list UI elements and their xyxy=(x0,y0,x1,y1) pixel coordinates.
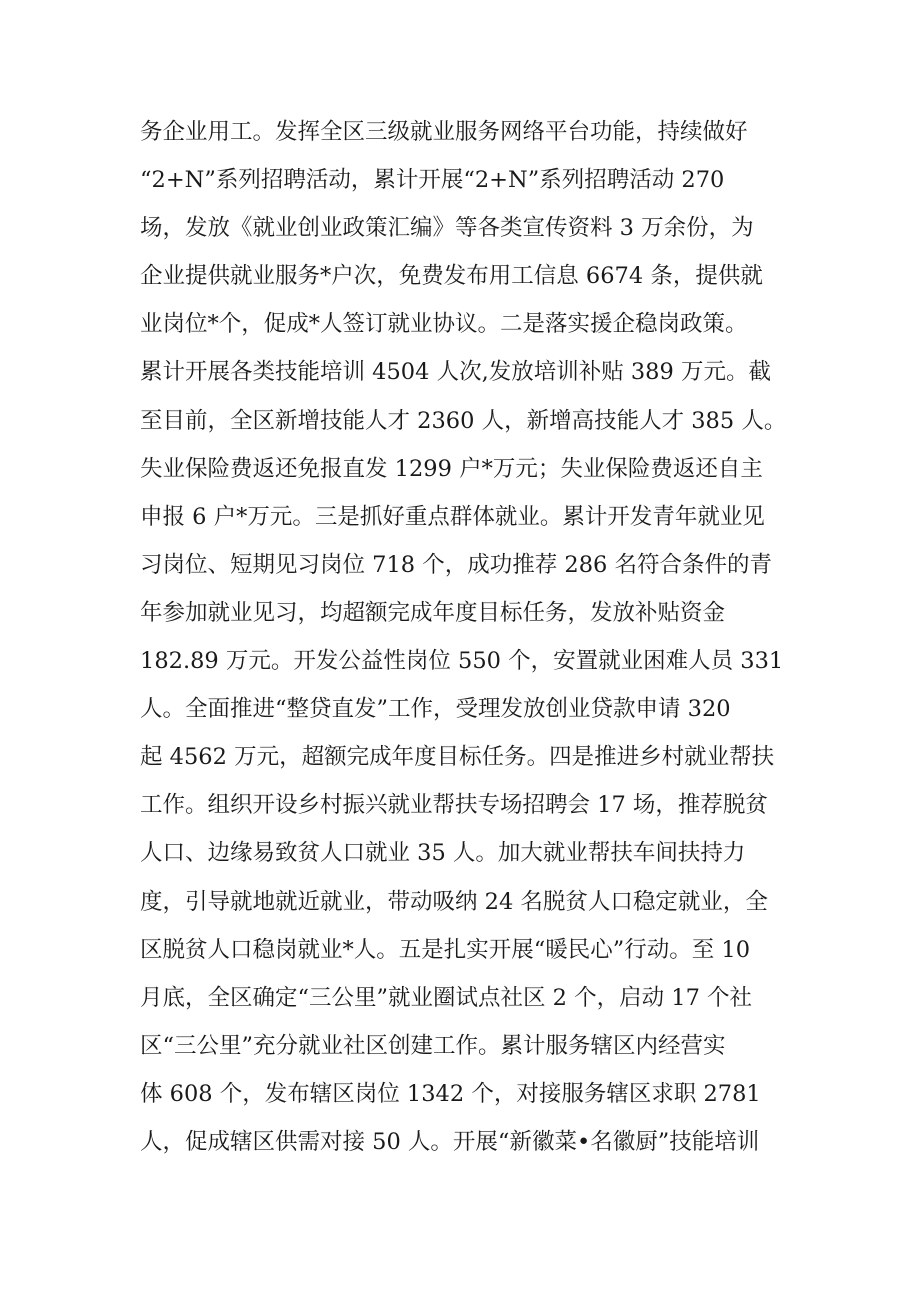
text-line: 业岗位*个，促成*人签订就业协议。二是落实援企稳岗政策。 xyxy=(140,311,748,338)
text-line: 工作。组织开设乡村振兴就业帮扶专场招聘会 17 场，推荐脱贫 xyxy=(140,792,768,819)
text-line: 至目前，全区新增技能人才 2360 人，新增高技能人才 385 人。 xyxy=(140,407,787,434)
text-line: 区脱贫人口稳岗就业*人。五是扎实开展“暖民心”行动。至 10 xyxy=(140,936,751,963)
text-line: 人，促成辖区供需对接 50 人。开展“新徽菜•名徽厨”技能培训 xyxy=(140,1128,760,1155)
text-line: 失业保险费返还免报直发 1299 户*万元；失业保险费返还自主 xyxy=(140,455,763,482)
text-line: 申报 6 户*万元。三是抓好重点群体就业。累计开发青年就业见 xyxy=(140,503,765,530)
text-line: 场，发放《就业创业政策汇编》等各类宣传资料 3 万余份，为 xyxy=(140,215,754,242)
body-paragraph xyxy=(140,108,800,1166)
text-line: 人。全面推进“整贷直发”工作，受理发放创业贷款申请 320 xyxy=(140,696,731,723)
text-line: 务企业用工。发挥全区三级就业服务网络平台功能，持续做好 xyxy=(140,119,748,145)
text-line: 年参加就业见习，均超额完成年度目标任务，发放补贴资金 xyxy=(140,599,726,626)
text-line: 人口、边缘易致贫人口就业 35 人。加大就业帮扶车间扶持力 xyxy=(140,840,746,867)
text-line: 企业提供就业服务*户次，免费发布用工信息 6674 条，提供就 xyxy=(140,263,763,290)
text-line: 度，引导就地就近就业，带动吸纳 24 名脱贫人口稳定就业，全 xyxy=(140,888,768,915)
text-line: 区“三公里”充分就业社区创建工作。累计服务辖区内经营实 xyxy=(140,1032,726,1059)
text-line: 182.89 万元。开发公益性岗位 550 个，安置就业困难人员 331 xyxy=(140,648,784,675)
text-line: “2+N”系列招聘活动，累计开展“2+N”系列招聘活动 270 xyxy=(140,167,725,194)
text-line: 体 608 个，发布辖区岗位 1342 个，对接服务辖区求职 2781 xyxy=(140,1080,761,1107)
text-line: 月底，全区确定“三公里”就业圈试点社区 2 个，启动 17 个社 xyxy=(140,984,753,1011)
text-line: 累计开展各类技能培训 4504 人次,发放培训补贴 389 万元。截 xyxy=(140,359,771,386)
text-line: 起 4562 万元，超额完成年度目标任务。四是推进乡村就业帮扶 xyxy=(140,744,775,771)
text-line: 习岗位、短期见习岗位 718 个，成功推荐 286 名符合条件的青 xyxy=(140,551,773,578)
